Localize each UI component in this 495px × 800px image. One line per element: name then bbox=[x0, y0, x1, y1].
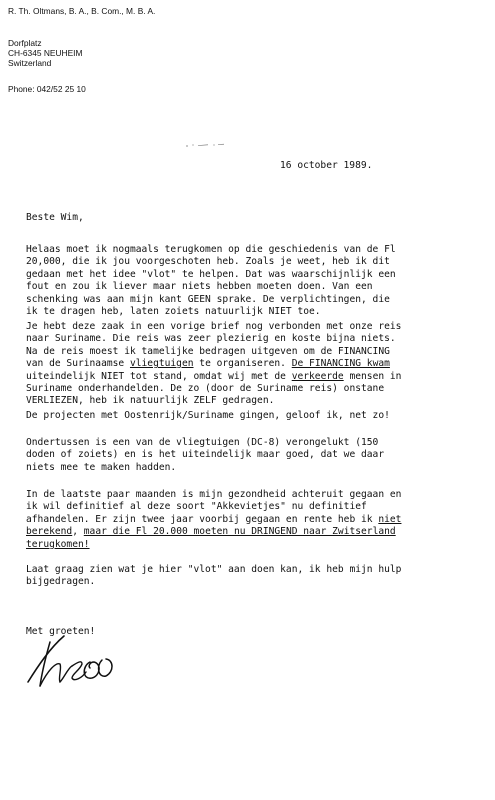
text-segment: De projecten met Oostenrijk/Suriname gingen, geloof ik, net zo! bbox=[26, 410, 390, 421]
text-line bbox=[26, 294, 396, 306]
letterhead-name: R. Th. Oltmans, B. A., B. Com., M. B. A. bbox=[8, 6, 156, 16]
text-segment: te organiseren. bbox=[193, 358, 292, 370]
address-country: Switzerland bbox=[8, 58, 52, 68]
underlined-text: De FINANCING kwam bbox=[291, 358, 390, 370]
text-line bbox=[26, 321, 401, 333]
text-segment: naar Suriname. Die reis was zeer plezierig en koste bijna niets. bbox=[26, 333, 396, 345]
underlined-text: berekend bbox=[26, 526, 73, 538]
text-segment: Suriname onderhandelden. De zo (door de Suriname reis) onstane bbox=[26, 382, 385, 394]
letterhead-address bbox=[8, 38, 82, 68]
paragraph-5 bbox=[26, 489, 401, 551]
text-line bbox=[26, 281, 396, 293]
text-line bbox=[26, 410, 390, 422]
text-line bbox=[26, 306, 396, 318]
text-line bbox=[26, 358, 401, 370]
text-segment: uiteindelijk NIET tot stand, omdat wij met de bbox=[26, 370, 292, 382]
text-line bbox=[26, 346, 401, 358]
paragraph-4 bbox=[26, 437, 384, 474]
text-line bbox=[26, 501, 401, 513]
text-line bbox=[26, 449, 384, 461]
text-segment: Laat graag zien wat je hier "vlot" aan doen kan, ik heb mijn hulp bbox=[26, 564, 402, 575]
text-line bbox=[26, 383, 401, 395]
text-line bbox=[26, 437, 384, 449]
underlined-text: niet bbox=[378, 513, 402, 525]
text-segment: van de Surinaamse bbox=[26, 358, 130, 370]
text-segment: Na de reis moest ik tamelijke bedragen uitgeven om de FINANCING bbox=[26, 345, 390, 357]
text-segment: Helaas moet ik nogmaals terugkomen op die geschiedenis van de Fl bbox=[26, 244, 396, 255]
scan-artifact bbox=[184, 142, 230, 148]
text-line bbox=[26, 333, 401, 345]
text-segment: 20,000, die ik jou voorgeschoten heb. Zoals je weet, heb ik dit bbox=[26, 256, 390, 268]
text-segment: ik wil definitief al deze soort "Akkevietjes" nu definitief bbox=[26, 501, 367, 513]
address-street: Dorfplatz bbox=[8, 38, 42, 48]
handwritten-signature bbox=[20, 626, 130, 694]
underlined-text: maar die Fl 20.000 moeten nu DRINGEND naar Zwitserland bbox=[83, 526, 396, 538]
text-line bbox=[26, 564, 401, 576]
text-segment: bijgedragen. bbox=[26, 576, 96, 588]
paragraph-2 bbox=[26, 321, 401, 408]
text-line bbox=[26, 244, 396, 256]
salutation: Beste Wim, bbox=[26, 212, 84, 223]
text-line bbox=[26, 489, 401, 501]
text-line bbox=[26, 526, 401, 538]
text-segment: , bbox=[72, 526, 84, 538]
text-line bbox=[26, 539, 401, 551]
text-segment: schenking was aan mijn kant GEEN sprake. De verplichtingen, die bbox=[26, 293, 390, 305]
text-segment: gedaan met het idee "vlot" te helpen. Dat was waarschijnlijk een bbox=[26, 268, 396, 280]
paragraph-3 bbox=[26, 410, 390, 422]
text-line bbox=[26, 514, 401, 526]
paragraph-6 bbox=[26, 564, 401, 589]
text-line bbox=[26, 256, 396, 268]
text-segment: Met groeten! bbox=[26, 626, 96, 637]
letter-date: 16 october 1989. bbox=[280, 160, 373, 171]
paragraph-1 bbox=[26, 244, 396, 318]
address-city: CH-6345 NEUHEIM bbox=[8, 48, 83, 58]
text-segment: mensen in bbox=[343, 370, 402, 382]
text-line bbox=[26, 269, 396, 281]
text-segment: Ondertussen is een van de vliegtuigen (DC-8) verongelukt (150 bbox=[26, 437, 379, 448]
text-segment: Je hebt deze zaak in een vorige brief nog verbonden met onze reis bbox=[26, 321, 402, 332]
text-segment: afhandelen. Er zijn twee jaar voorbij gegaan en rente heb ik bbox=[26, 513, 379, 525]
text-segment: ik te dragen heb, laten zoiets natuurlijk NIET toe. bbox=[26, 305, 321, 317]
text-segment: VERLIEZEN, heb ik natuurlijk ZELF gedragen. bbox=[26, 395, 275, 407]
letterhead-phone: Phone: 042/52 25 10 bbox=[8, 84, 86, 94]
text-segment: doden of zoiets) en is het uiteindelijk maar goed, dat we daar bbox=[26, 449, 385, 461]
text-line bbox=[26, 371, 401, 383]
underlined-text: vliegtuigen bbox=[129, 358, 194, 370]
text-segment: In de laatste paar maanden is mijn gezondheid achteruit gegaan en bbox=[26, 489, 402, 500]
text-line bbox=[26, 462, 384, 474]
underlined-text: terugkomen! bbox=[26, 538, 90, 550]
text-line bbox=[26, 576, 401, 588]
text-segment: niets mee te maken hadden. bbox=[26, 461, 177, 473]
text-line bbox=[26, 395, 401, 407]
text-segment: fout en zou ik liever maar niets hebben moeten doen. Van een bbox=[26, 281, 373, 293]
underlined-text: verkeerde bbox=[291, 370, 344, 382]
